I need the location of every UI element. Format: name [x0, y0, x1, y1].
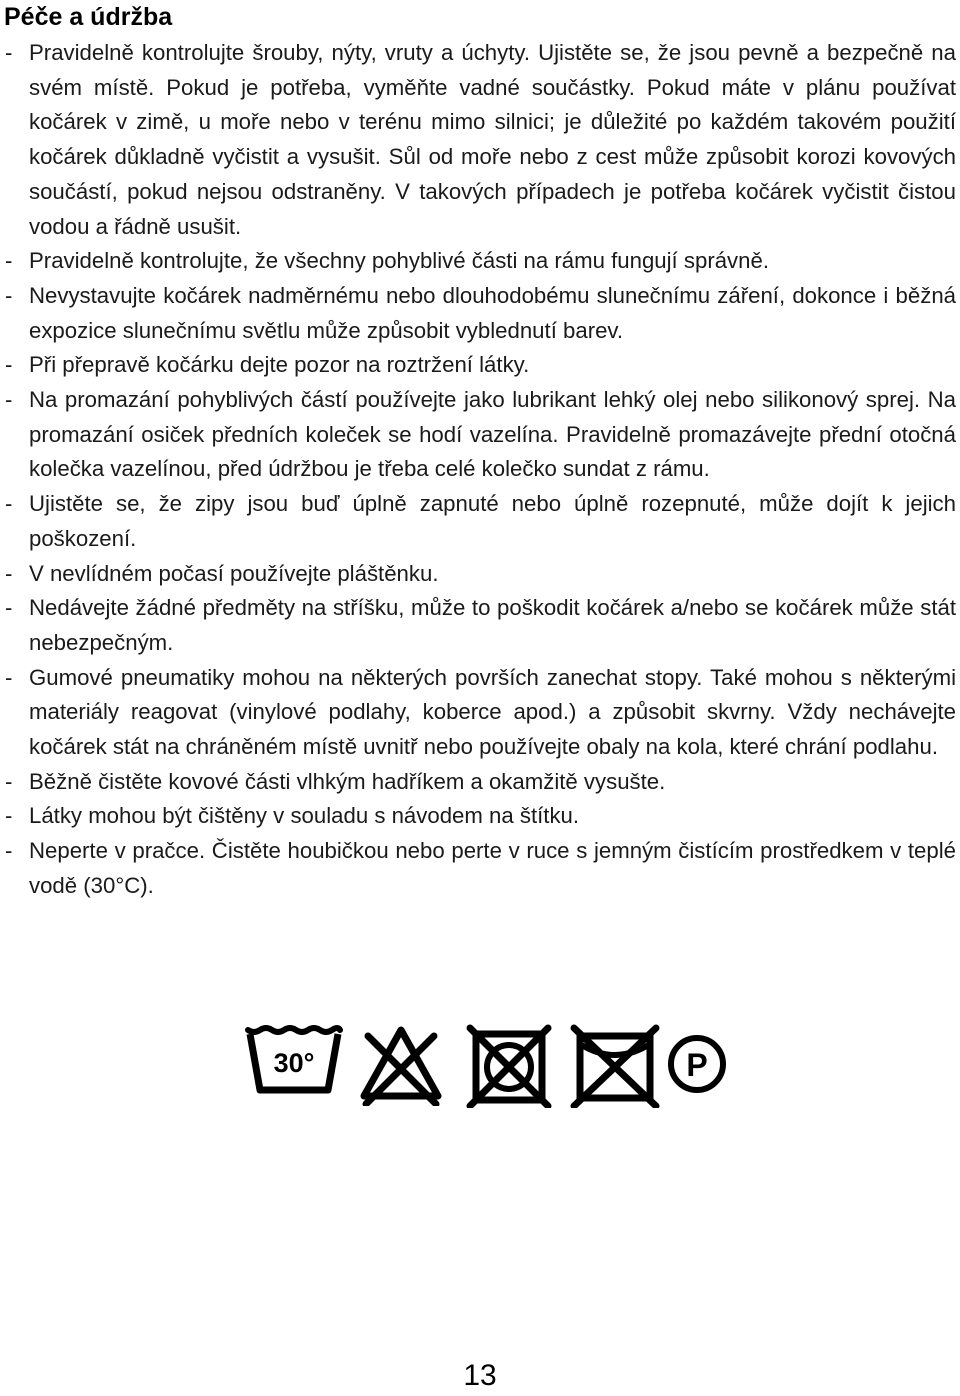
list-item: - Neperte v pračce. Čistěte houbičkou nebo perte v ruce s jemným čistícím prostředkem v teplé vodě (30°C). [0, 834, 956, 903]
section-title: Péče a údržba [4, 3, 173, 31]
list-item: - Pravidelně kontrolujte šrouby, nýty, vruty a úchyty. Ujistěte se, že jsou pevně a bezpečně na svém místě. Pokud je potřeba, vyměňte vadné součástky. Pokud máte v plánu používat kočárek v zimě, u moře nebo v terénu mimo silnici; je důležité po každém takovém použití kočárek důkladně vyčistit a vysušit. Sůl od moře nebo z cest může způsobit korozi kovových součástí, pokud nejsou odstraněny. V takových případech je potřeba kočárek vyčistit čistou vodou a řádně usušit. [0, 36, 956, 244]
care-symbols-row [0, 1022, 960, 1118]
list-item: - Při přepravě kočárku dejte pozor na roztržení látky. [0, 348, 956, 383]
no-drying-icon [570, 1022, 660, 1108]
no-bleach-icon [356, 1022, 446, 1106]
list-item: - V nevlídném počasí používejte pláštěnku. [0, 557, 956, 592]
list-item: - Gumové pneumatiky mohou na některých površích zanechat stopy. Také mohou s některými materiály reagovat (vinylové podlahy, koberce apod.) a způsobit skvrny. Vždy nechávejte kočárek stát na chráněném místě uvnitř nebo používejte obaly na kola, které chrání podlahu. [0, 661, 956, 765]
list-item: - Běžně čistěte kovové části vlhkým hadříkem a okamžitě vysušte. [0, 765, 956, 800]
list-item: - Nedávejte žádné předměty na stříšku, může to poškodit kočárek a/nebo se kočárek může stát nebezpečným. [0, 591, 956, 660]
dry-clean-p-icon [666, 1022, 728, 1098]
wash-30-icon [244, 1022, 344, 1102]
svg-text:P: P [686, 1047, 708, 1083]
list-item: - Na promazání pohyblivých částí používejte jako lubrikant lehký olej nebo silikonový sprej. Na promazání osiček předních koleček se hodí vazelína. Pravidelně promazávejte přední otočná kolečka vazelínou, před údržbou je třeba celé kolečko sundat z rámu. [0, 383, 956, 487]
list-item: - Pravidelně kontrolujte, že všechny pohyblivé části na rámu fungují správně. [0, 244, 956, 279]
wash-temperature-label: 30° [273, 1048, 315, 1078]
list-item: - Látky mohou být čištěny v souladu s návodem na štítku. [0, 799, 956, 834]
care-instructions-list [0, 36, 956, 904]
page-number: 13 [463, 1359, 497, 1392]
list-item: - Ujistěte se, že zipy jsou buď úplně zapnuté nebo úplně rozepnuté, může dojít k jejich poškození. [0, 487, 956, 556]
list-item: - Nevystavujte kočárek nadměrnému nebo dlouhodobému slunečnímu záření, dokonce i běžná expozice slunečnímu světlu může způsobit vyblednutí barev. [0, 279, 956, 348]
no-tumble-dry-icon [466, 1022, 552, 1108]
